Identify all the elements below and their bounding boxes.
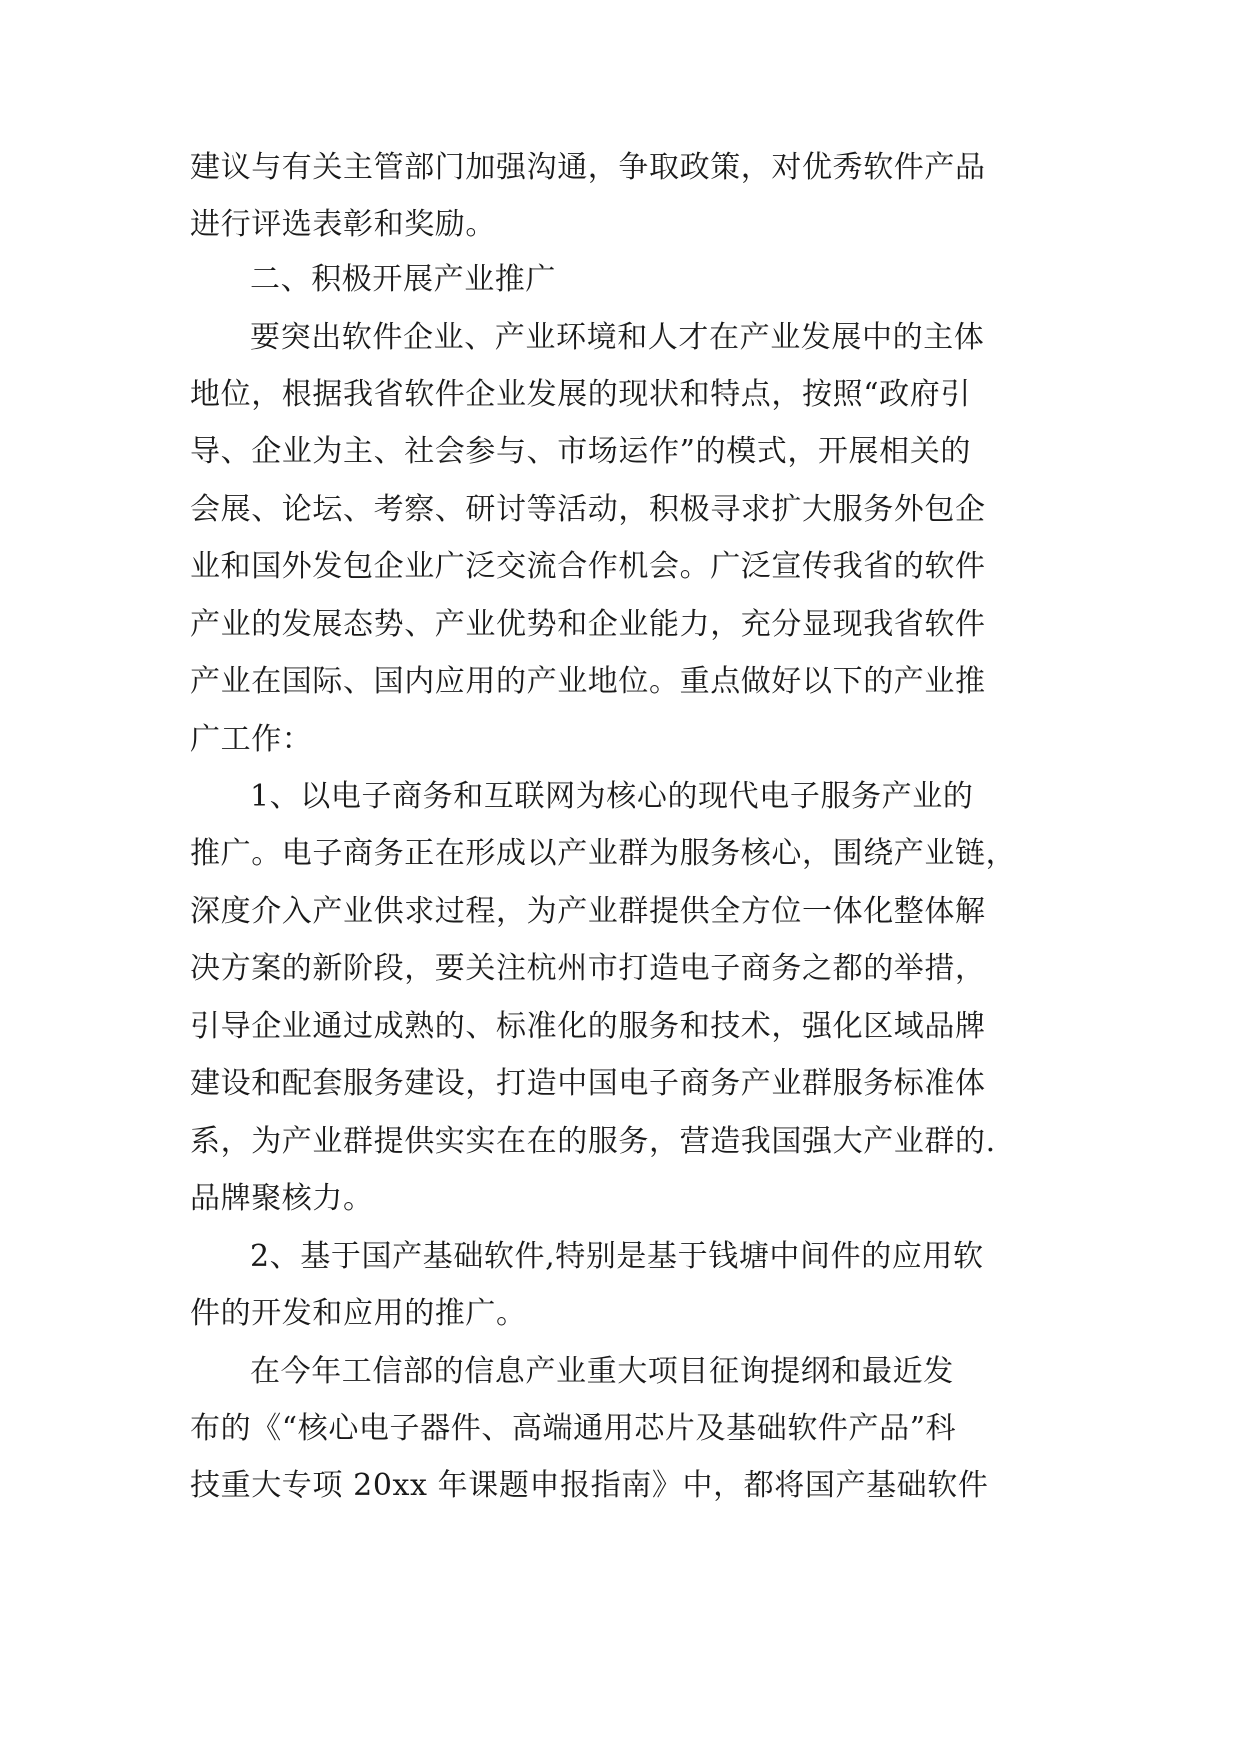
text-line: 技重大专项 20xx 年课题申报指南》中，都将国产基础软件 (190, 1468, 989, 1503)
text-line: 导、企业为主、社会参与、市场运作”的模式，开展相关的 (190, 434, 971, 469)
text-line: 布的《“核心电子器件、高端通用芯片及基础软件产品”科 (190, 1411, 957, 1446)
text-line: 引导企业通过成熟的、标准化的服务和技术，强化区域品牌 (190, 1009, 986, 1044)
list-item-heading: 2、基于国产基础软件,特别是基于钱塘中间件的应用软 (250, 1239, 984, 1274)
text-line: 深度介入产业供求过程，为产业群提供全方位一体化整体解 (190, 894, 986, 929)
text-line: 推广。电子商务正在形成以产业群为服务核心，围绕产业链， (190, 836, 1017, 871)
text-line: 系，为产业群提供实实在在的服务，营造我国强大产业群的. (190, 1124, 996, 1159)
text-line: 广工作： (190, 722, 313, 757)
text-line: 进行评选表彰和奖励。 (190, 207, 496, 242)
text-line: 在今年工信部的信息产业重大项目征询提纲和最近发 (250, 1354, 954, 1389)
text-line: 业和国外发包企业广泛交流合作机会。广泛宣传我省的软件 (190, 549, 986, 584)
text-line: 决方案的新阶段，要关注杭州市打造电子商务之都的举措， (190, 951, 986, 986)
text-line: 产业的发展态势、产业优势和企业能力，充分显现我省软件 (190, 607, 986, 642)
section-heading: 二、积极开展产业推广 (250, 262, 556, 297)
text-line: 要突出软件企业、产业环境和人才在产业发展中的主体 (250, 320, 985, 355)
list-item-heading: 1、以电子商务和互联网为核心的现代电子服务产业的 (250, 779, 974, 814)
text-line: 件的开发和应用的推广。 (190, 1296, 527, 1331)
text-line: 品牌聚核力。 (190, 1181, 374, 1216)
text-line: 会展、论坛、考察、研讨等活动，积极寻求扩大服务外包企 (190, 492, 986, 527)
text-line: 建议与有关主管部门加强沟通，争取政策，对优秀软件产品 (190, 150, 986, 185)
text-line: 产业在国际、国内应用的产业地位。重点做好以下的产业推 (190, 664, 986, 699)
text-line: 建设和配套服务建设，打造中国电子商务产业群服务标准体 (190, 1066, 986, 1101)
text-line: 地位，根据我省软件企业发展的现状和特点，按照“政府引 (190, 377, 971, 412)
